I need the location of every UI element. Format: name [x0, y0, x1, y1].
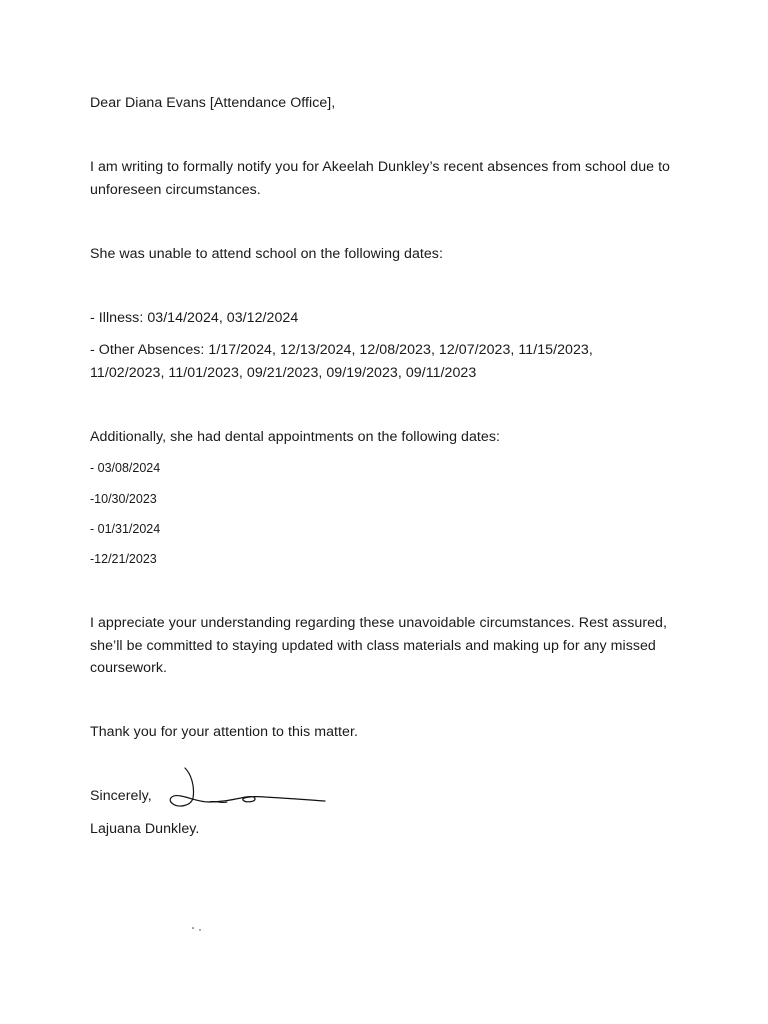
dates-intro: She was unable to attend school on the following dates:: [90, 246, 443, 262]
dental-date: - 01/31/2024: [90, 522, 161, 536]
signature-image: [165, 764, 330, 814]
thanks-line: Thank you for your attention to this matter.: [90, 724, 358, 740]
dental-intro: Additionally, she had dental appointments on the following dates:: [90, 429, 500, 445]
illness-line: - Illness: 03/14/2024, 03/12/2024: [90, 310, 299, 326]
dental-date: -12/21/2023: [90, 552, 157, 566]
intro-paragraph: I am writing to formally notify you for Akeelah Dunkley’s recent absences from school due to unforeseen circumstances.: [90, 159, 670, 198]
scan-specks: [190, 925, 204, 933]
other-absences-line: - Other Absences: 1/17/2024, 12/13/2024, 12/08/2023, 12/07/2023, 11/15/2023, 11/02/2023, 11/01/2023, 09/21/2023, 09/19/2023, 09/11/2023: [90, 342, 593, 381]
dental-date: - 03/08/2024: [90, 461, 161, 475]
closing: Sincerely,: [90, 788, 152, 804]
dental-date: -10/30/2023: [90, 492, 157, 506]
salutation: Dear Diana Evans [Attendance Office],: [90, 95, 336, 111]
appreciation-paragraph: I appreciate your understanding regarding these unavoidable circumstances. Rest assured, she’ll be committed to staying updated with class materials and making up for any missed coursework.: [90, 615, 667, 676]
signer-name: Lajuana Dunkley.: [90, 821, 200, 837]
